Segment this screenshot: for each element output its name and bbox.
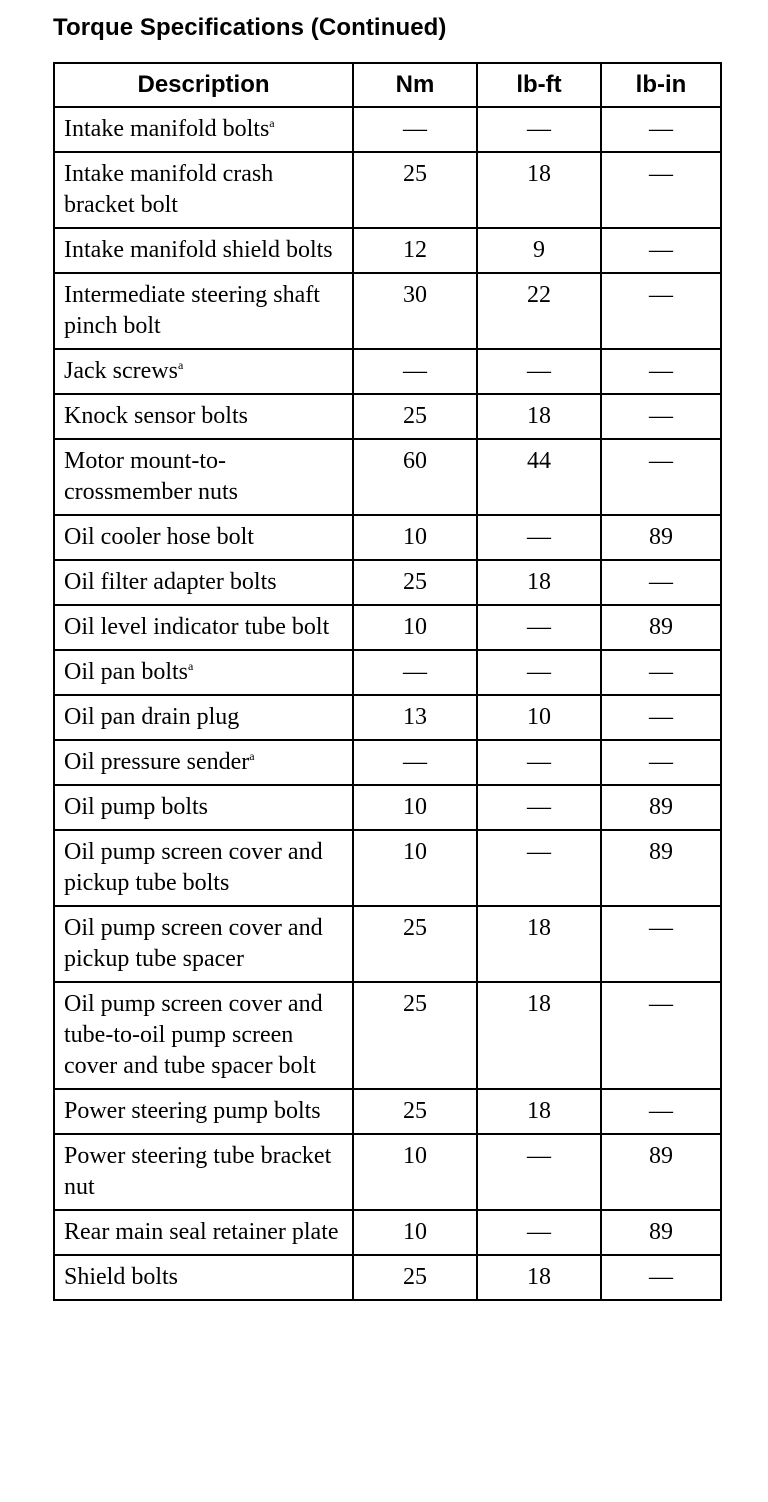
table-row [54,152,721,228]
table-row [54,785,721,830]
description-cell [54,740,353,785]
table-row [54,982,721,1089]
nm-value-cell: 25 [353,1255,477,1300]
description-cell [54,349,353,394]
table-row [54,1255,721,1300]
lb-ft-value-cell: 18 [477,394,601,439]
lb-in-value-cell: — [601,1255,721,1300]
description-cell [54,107,353,152]
description-cell [54,1089,353,1134]
description-text: Rear main seal retainer plate [64,1219,339,1245]
lb-ft-value-cell: — [477,830,601,906]
table-row [54,830,721,906]
description-cell [54,439,353,515]
lb-ft-value-cell: — [477,1210,601,1255]
description-text: Knock sensor bolts [64,403,248,429]
lb-in-value-cell: 89 [601,605,721,650]
footnote-marker: a [249,749,255,763]
nm-value-cell: 25 [353,560,477,605]
lb-ft-value-cell: 10 [477,695,601,740]
table-row [54,1089,721,1134]
nm-value-cell: 12 [353,228,477,273]
table-row [54,650,721,695]
description-text: Intermediate steering shaft pinch bolt [64,282,320,339]
lb-ft-value-cell: 18 [477,152,601,228]
nm-value-cell: — [353,107,477,152]
description-cell [54,515,353,560]
description-cell [54,906,353,982]
page-title: Torque Specifications (Continued) [53,14,447,41]
lb-in-value-cell: — [601,906,721,982]
description-text: Oil level indicator tube bolt [64,614,330,640]
table-row [54,605,721,650]
lb-ft-value-cell: — [477,740,601,785]
lb-in-value-cell: — [601,152,721,228]
lb-in-value-cell: — [601,439,721,515]
lb-in-value-cell: 89 [601,785,721,830]
nm-value-cell: 13 [353,695,477,740]
table-row [54,1210,721,1255]
lb-in-value-cell: — [601,228,721,273]
description-cell [54,605,353,650]
lb-in-value-cell: — [601,394,721,439]
table-row [54,228,721,273]
footnote-marker: a [188,659,194,673]
nm-value-cell: 25 [353,982,477,1089]
lb-ft-value-cell: — [477,650,601,695]
description-cell [54,273,353,349]
description-text: Oil pump screen cover and tube-to-oil pump screen cover and tube spacer bolt [64,991,323,1079]
lb-in-value-cell: — [601,560,721,605]
lb-in-value-cell: — [601,650,721,695]
nm-value-cell: 25 [353,394,477,439]
nm-value-cell: 10 [353,1210,477,1255]
table-row [54,394,721,439]
description-cell [54,152,353,228]
torque-spec-table [53,62,722,1301]
nm-value-cell: — [353,349,477,394]
nm-value-cell: 10 [353,785,477,830]
footnote-marker: a [177,358,184,372]
description-cell [54,1210,353,1255]
lb-ft-value-cell: — [477,605,601,650]
lb-ft-value-cell: 44 [477,439,601,515]
description-text: Intake manifold crash bracket bolt [64,161,274,218]
table-row [54,107,721,152]
lb-ft-value-cell: — [477,515,601,560]
description-text: Oil pump screen cover and pickup tube spacer [64,915,323,972]
table-row [54,515,721,560]
lb-in-value-cell: 89 [601,1210,721,1255]
nm-value-cell: — [353,740,477,785]
header-description: Description [54,63,353,107]
table-row [54,740,721,785]
nm-value-cell: 10 [353,605,477,650]
lb-ft-value-cell: — [477,785,601,830]
description-cell [54,785,353,830]
header-nm: Nm [353,63,477,107]
description-text: Power steering pump bolts [64,1098,321,1124]
lb-ft-value-cell: 18 [477,1089,601,1134]
lb-in-value-cell: — [601,695,721,740]
description-text: Oil pump screen cover and pickup tube bolts [64,839,323,896]
description-text: Oil pan bolts [64,659,188,685]
lb-ft-value-cell: 18 [477,982,601,1089]
description-text: Oil cooler hose bolt [64,524,254,550]
nm-value-cell: 10 [353,1134,477,1210]
header-lb-in: lb-in [601,63,721,107]
lb-in-value-cell: — [601,273,721,349]
lb-ft-value-cell: 22 [477,273,601,349]
description-text: Power steering tube bracket nut [64,1143,332,1200]
description-cell [54,830,353,906]
nm-value-cell: — [353,650,477,695]
table-body [54,107,721,1300]
description-text: Motor mount-to-crossmember nuts [64,448,238,505]
description-text: Intake manifold shield bolts [64,237,333,263]
lb-in-value-cell: 89 [601,1134,721,1210]
description-text: Oil pan drain plug [64,704,240,730]
nm-value-cell: 25 [353,1089,477,1134]
lb-ft-value-cell: 18 [477,1255,601,1300]
lb-ft-value-cell: 18 [477,906,601,982]
description-text: Jack screws [64,358,178,384]
description-cell [54,394,353,439]
nm-value-cell: 25 [353,906,477,982]
description-cell [54,560,353,605]
table-row [54,349,721,394]
lb-in-value-cell: — [601,107,721,152]
nm-value-cell: 25 [353,152,477,228]
lb-in-value-cell: — [601,982,721,1089]
description-cell [54,1255,353,1300]
description-text: Oil pressure sender [64,749,250,775]
table-row [54,560,721,605]
description-text: Oil filter adapter bolts [64,569,277,595]
lb-in-value-cell: — [601,349,721,394]
description-cell [54,228,353,273]
description-cell [54,1134,353,1210]
nm-value-cell: 10 [353,515,477,560]
lb-ft-value-cell: — [477,1134,601,1210]
lb-in-value-cell: — [601,740,721,785]
table-row [54,273,721,349]
lb-ft-value-cell: — [477,349,601,394]
description-text: Intake manifold bolts [64,116,270,142]
header-lb-ft: lb-ft [477,63,601,107]
nm-value-cell: 60 [353,439,477,515]
description-text: Shield bolts [64,1264,179,1290]
table-row [54,695,721,740]
lb-ft-value-cell: 9 [477,228,601,273]
lb-in-value-cell: — [601,1089,721,1134]
lb-in-value-cell: 89 [601,830,721,906]
table-row [54,439,721,515]
footnote-marker: a [269,116,275,130]
lb-ft-value-cell: — [477,107,601,152]
description-text: Oil pump bolts [64,794,209,820]
description-cell [54,982,353,1089]
lb-ft-value-cell: 18 [477,560,601,605]
description-cell [54,650,353,695]
header-row [54,63,721,107]
table-row [54,1134,721,1210]
table-row [54,906,721,982]
lb-in-value-cell: 89 [601,515,721,560]
nm-value-cell: 30 [353,273,477,349]
nm-value-cell: 10 [353,830,477,906]
description-cell [54,695,353,740]
